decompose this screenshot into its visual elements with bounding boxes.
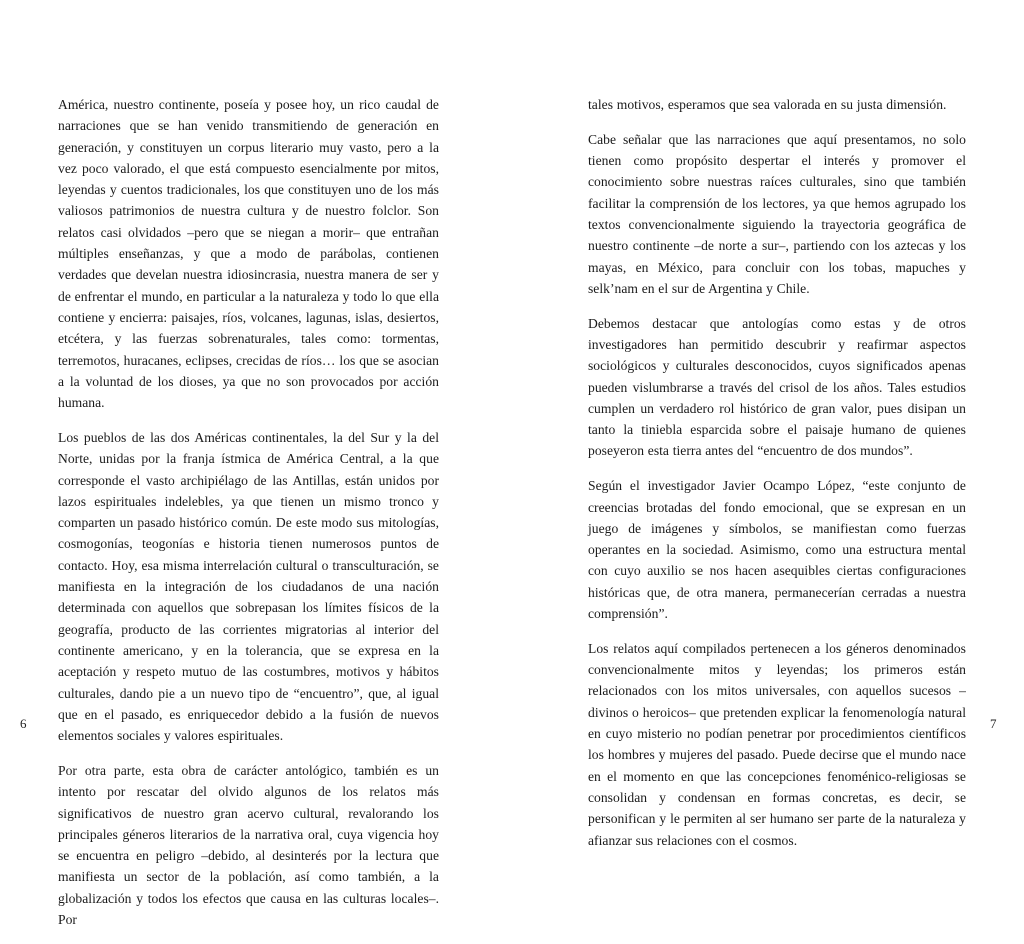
paragraph: América, nuestro continente, poseía y posee hoy, un rico caudal de narraciones que se han venido transmitiendo de generación en generación, y constituyen un corpus literario muy vasto, pero a la vez poco valorado, el que está compuesto esencialmente por mitos, leyendas y cuentos tradicionales, los que constituyen uno de los más valiosos patrimonios de nuestra cultura y de nuestro folclor. Son relatos casi olvidados –pero que se niegan a morir– que entrañan múltiples enseñanzas, y que a modo de parábolas, contienen verdades que develan nuestra idiosincrasia, nuestra manera de ser y de enfrentar el mundo, en particular a la naturaleza y todo lo que ella contiene y encierra: paisajes, ríos, volcanes, lagunas, islas, desiertos, etcétera, y las fuerzas sobrenaturales, tales como: tormentas, terremotos, huracanes, eclipses, crecidas de ríos… los que se asocian a la voluntad de los dioses, ya que no son provocados por acción humana. (58, 97, 439, 411)
paragraph-continuation: tales motivos, esperamos que sea valorada en su justa dimensión. (588, 97, 947, 112)
paragraph-continued: Por otra parte, esta obra de carácter antológico, también es un intento por rescatar del olvido algunos de los relatos más significativos de nuestro gran acervo cultural, revalorando los principales géneros literarios de la narrativa oral, cuya vigencia hoy se encuentra en peligro –debido, al desinterés por la lectura que manifiesta un sector de la población, así como también, a la globalización y todos los efectos que causa en las culturas locales–. Por (58, 762, 439, 927)
left-page (0, 0, 512, 927)
right-page-text-column (588, 94, 966, 864)
left-page-text-column (58, 94, 439, 944)
page-number-right: 7 (990, 716, 997, 731)
paragraph: Debemos destacar que antologías como estas y de otros investigadores han permitido descubrir y reafirmar aspectos sociológicos y culturales desconocidos, cuyos significados apenas pueden vislumbrarse a través del crisol de los años. Tales estudios cumplen un verdadero rol histórico de gran valor, pues disipan un tanto la tiniebla esparcida sobre el paisaje humano de quienes poseyeron esta tierra antes del “encuentro de dos mundos”. (588, 315, 966, 459)
page-number-left: 6 (20, 716, 27, 731)
paragraph: Cabe señalar que las narraciones que aquí presentamos, no solo tienen como propósito despertar el interés y promover el conocimiento sobre nuestras raíces culturales, sino que también facilitar la comprensión de los lectores, ya que hemos agrupado los textos convencionalmente siguiendo la trayectoria geográfica de nuestro continente –de norte a sur–, partiendo con los aztecas y los mayas, en México, para concluir con los tobas, mapuches y selk’nam en el sur de Argentina y Chile. (588, 131, 966, 296)
paragraph-quote: Según el investigador Javier Ocampo López, “este conjunto de creencias brotadas del fondo emocional, que se expresan en un juego de imágenes y símbolos, se manifiestan como fuerzas operantes en la sociedad. Asimismo, como una estructura mental con cuyo auxilio se nos hacen asequibles ciertas configuraciones históricas que, de otra manera, permanecerían cerradas a nuestra comprensión”. (588, 478, 966, 622)
paragraph: Los relatos aquí compilados pertenecen a los géneros denominados convencionalmente mitos y leyendas; los primeros están relacionados con los mitos universales, con aquellos sucesos –divinos o heroicos– que pretenden explicar la fenomenología natural en cuyo misterio no podían penetrar por procedimientos científicos los hombres y mujeres del pasado. Puede decirse que el mundo nace en el momento en que las concepciones fenoménico-religiosas se consolidan y condensan en formas concretas, es decir, se personifican y le permiten al ser humano ser parte de la naturaleza y afianzar sus relaciones con el cosmos. (588, 640, 966, 848)
right-page (512, 0, 1024, 848)
paragraph: Los pueblos de las dos Américas continentales, la del Sur y la del Norte, unidas por la franja ístmica de América Central, a la que corresponde el vasto archipiélago de las Antillas, están unidos por lazos espirituales indelebles, ya que tienen un mismo tronco y comparten un pasado histórico común. De este modo sus mitologías, cosmogonías, teogonías e historia tienen numerosos puntos de contacto. Hoy, esa misma interrelación cultural o transculturación, se manifiesta en la integración de los ciudadanos de una nación determinada con aquellos que sobrepasan los límites físicos de la geografía, producto de las corrientes migratorias al interior del continente americano, y en la tolerancia, que se expresa en la aceptación y respeto mutuo de las costumbres, motivos y hábitos culturales, dando pie a un nuevo tipo de “encuentro”, que, al igual que en el pasado, es enriquecedor debido a la fusión de nuevos elementos sociales y valores espirituales. (58, 429, 439, 744)
